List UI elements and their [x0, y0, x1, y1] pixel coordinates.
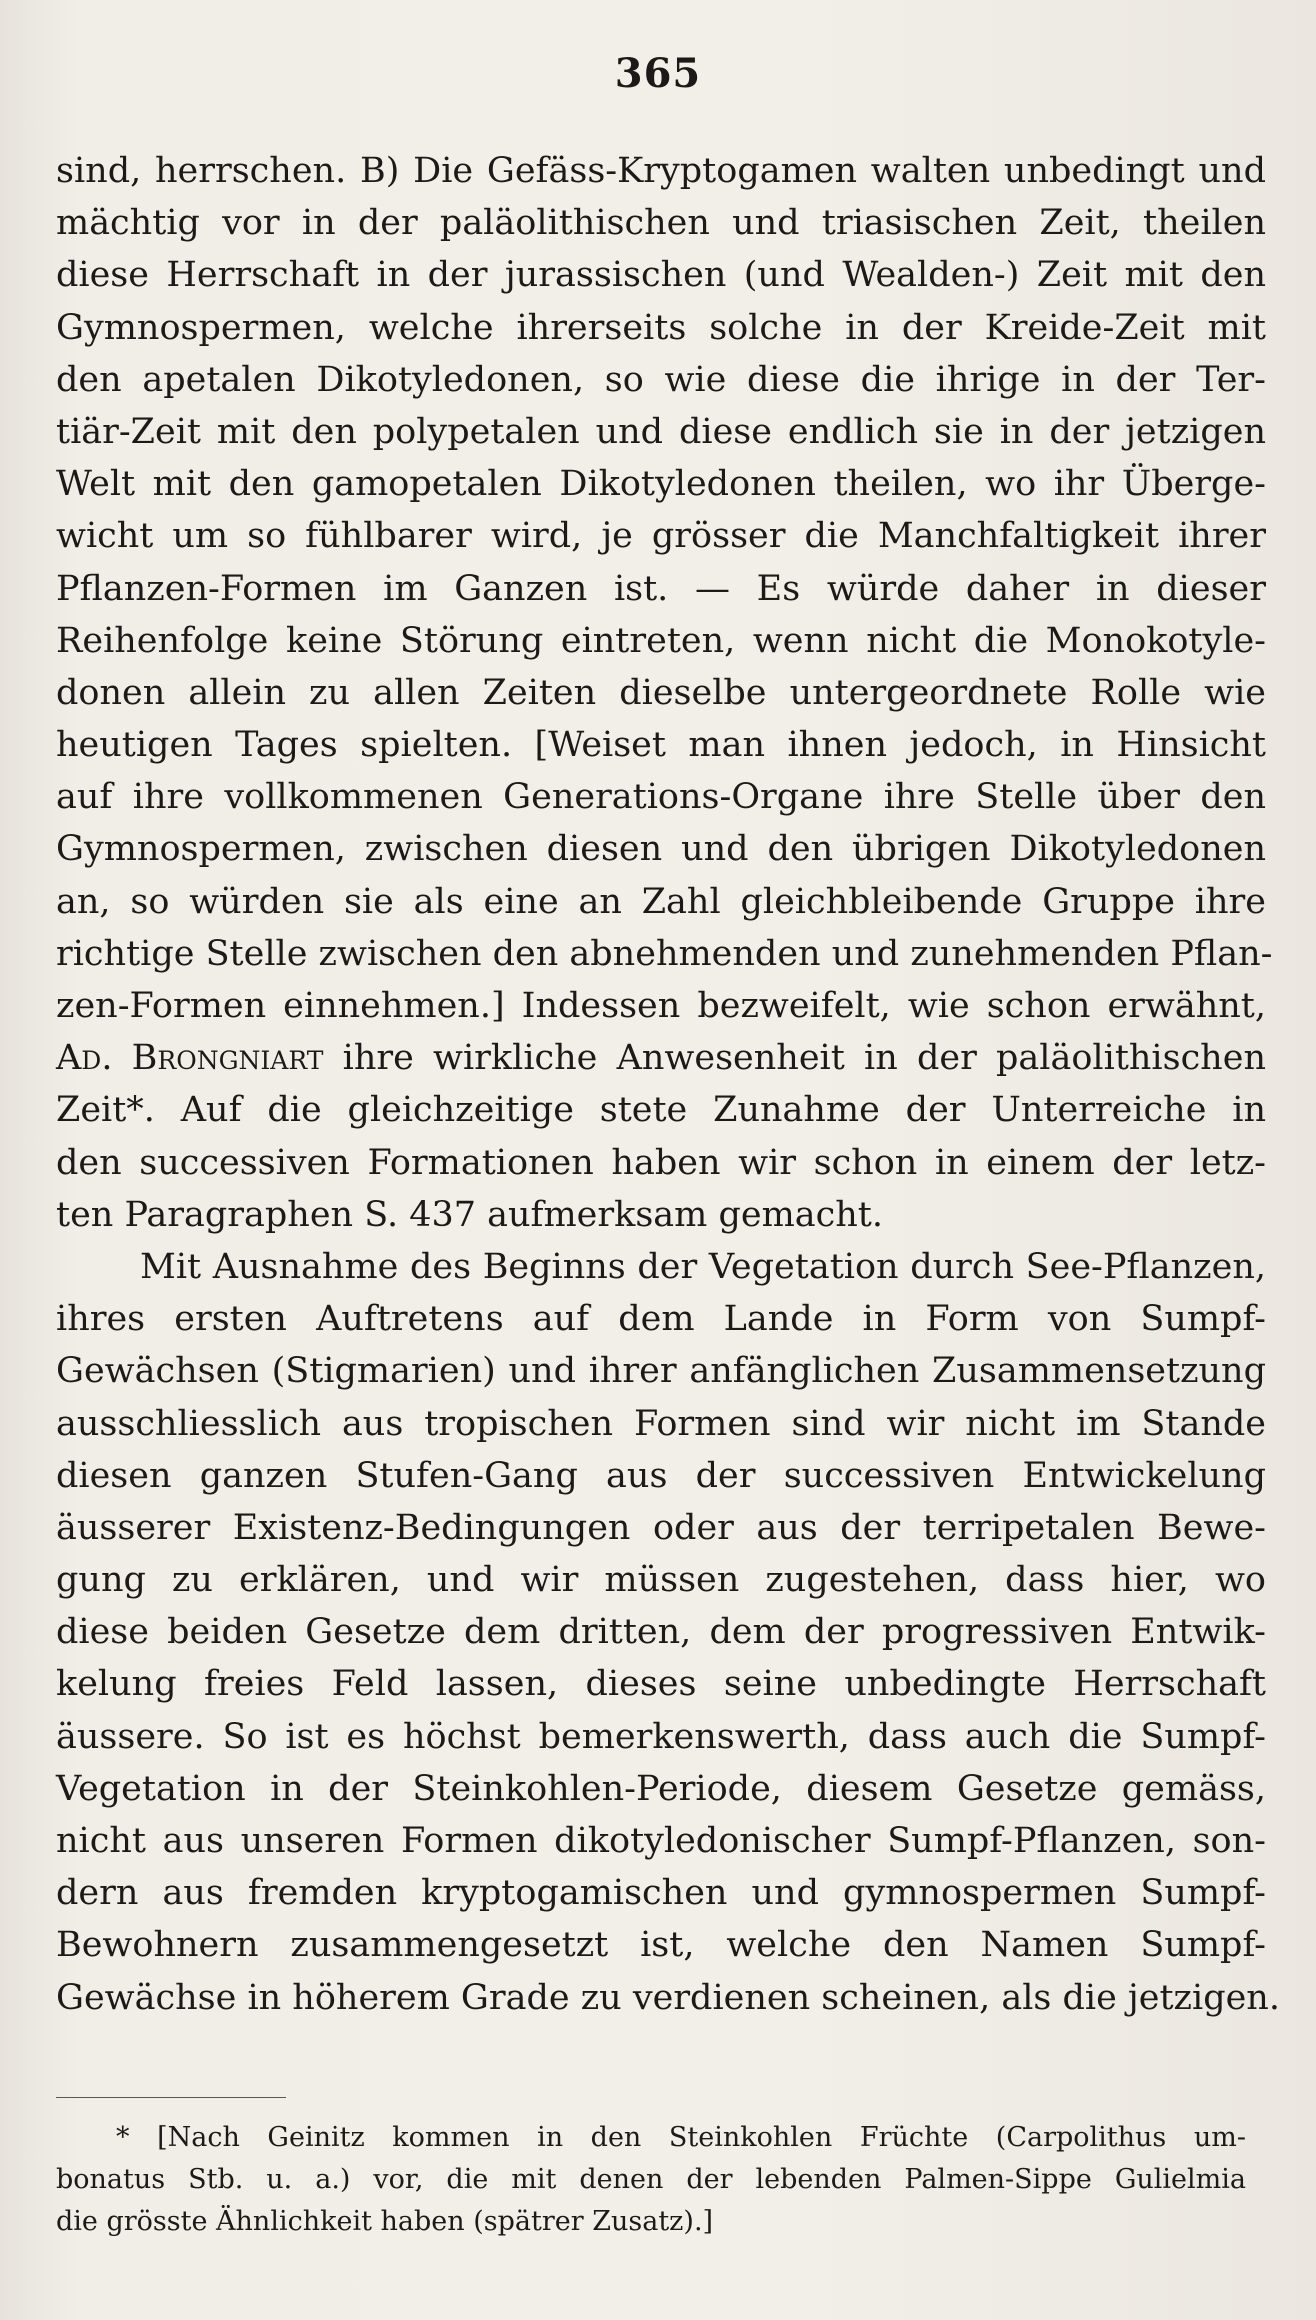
text-line: den successiven Formationen haben wir schon in einem der letz- — [56, 1142, 1266, 1183]
text-line: Reihenfolge keine Störung eintreten, wenn nicht die Monokotyle- — [56, 620, 1266, 661]
text-line: Gewächsen (Stigmarien) und ihrer anfänglichen Zusammensetzung — [56, 1351, 1266, 1392]
page-number: 365 — [614, 50, 702, 97]
footnote-divider — [56, 2097, 286, 2098]
text-line-with-author — [56, 1032, 1266, 1084]
footnote — [56, 2117, 1246, 2243]
text-line: an, so würden sie als eine an Zahl gleichbleibende Gruppe ihre — [56, 881, 1266, 922]
text-line: donen allein zu allen Zeiten dieselbe untergeordnete Rolle wie — [56, 672, 1266, 713]
text-line: tiär-Zeit mit den polypetalen und diese endlich sie in der jetzigen — [56, 411, 1266, 452]
text-line: sind, herrschen. B) Die Gefäss-Kryptogamen walten unbedingt und — [56, 151, 1266, 191]
text-line: Welt mit den gamopetalen Dikotyledonen theilen, wo ihr Überge- — [56, 464, 1266, 505]
text-line: auf ihre vollkommenen Generations-Organe ihre Stelle über den — [56, 777, 1266, 818]
text-line: gung zu erklären, und wir müssen zugestehen, dass hier, wo — [56, 1560, 1266, 1601]
text-line: Zeit*. Auf die gleichzeitige stete Zunahme der Unterreiche in — [56, 1090, 1266, 1131]
text-line-rest: ihre wirkliche Anwesenheit in der paläolithischen — [342, 1038, 1266, 1079]
text-line: mächtig vor in der paläolithischen und triasischen Zeit, theilen — [56, 203, 1266, 244]
text-line: Gymnospermen, welche ihrerseits solche in der Kreide-Zeit mit — [56, 307, 1266, 348]
text-line: ausschliesslich aus tropischen Formen sind wir nicht im Stande — [56, 1403, 1266, 1444]
footnote-line: bonatus Stb. u. a.) vor, die mit denen der lebenden Palmen-Sippe Gulielmia — [56, 2164, 1246, 2195]
author-name: Ad. Brongniart — [56, 1038, 324, 1079]
text-line: heutigen Tages spielten. [Weiset man ihnen jedoch, in Hinsicht — [56, 725, 1266, 766]
text-line: richtige Stelle zwischen den abnehmenden und zunehmenden Pflan- — [56, 933, 1273, 974]
footnote-line: * [Nach Geinitz kommen in den Steinkohlen Früchte (Carpolithus um- — [116, 2122, 1246, 2153]
text-line: Pflanzen-Formen im Ganzen ist. — Es würde daher in dieser — [56, 568, 1266, 609]
text-line: zen-Formen einnehmen.] Indessen bezweifelt, wie schon erwähnt, — [56, 986, 1266, 1026]
text-line: diese Herrschaft in der jurassischen (und Wealden-) Zeit mit den — [56, 255, 1266, 296]
text-line: diese beiden Gesetze dem dritten, dem der progressiven Entwik- — [56, 1612, 1266, 1653]
text-line: wicht um so fühlbarer wird, je grösser die Manchfaltigkeit ihrer — [56, 516, 1266, 557]
text-line: dern aus fremden kryptogamischen und gymnospermen Sumpf- — [56, 1873, 1266, 1914]
text-line: kelung freies Feld lassen, dieses seine unbedingte Herrschaft — [56, 1664, 1266, 1705]
text-line: diesen ganzen Stufen-Gang aus der successiven Entwickelung — [56, 1455, 1266, 1496]
text-line: Vegetation in der Steinkohlen-Periode, diesem Gesetze gemäss, — [56, 1768, 1266, 1809]
text-line: den apetalen Dikotyledonen, so wie diese die ihrige in der Ter- — [56, 359, 1266, 400]
text-line: ihres ersten Auftretens auf dem Lande in Form von Sumpf- — [56, 1299, 1266, 1340]
body-text — [56, 145, 1280, 2024]
paragraph-start-line: Mit Ausnahme des Beginns der Vegetation durch See-Pflanzen, — [140, 1246, 1266, 1287]
footnote-line: die grösste Ähnlichkeit haben (spätrer Zusatz).] — [56, 2206, 714, 2237]
text-line: Gewächse in höherem Grade zu verdienen scheinen, als die jetzigen. — [56, 1977, 1280, 2018]
text-line: Gymnospermen, zwischen diesen und den übrigen Dikotyledonen — [56, 829, 1266, 870]
text-line: äusserer Existenz-Bedingungen oder aus der terripetalen Bewe- — [56, 1507, 1266, 1548]
text-line: nicht aus unseren Formen dikotyledonischer Sumpf-Pflanzen, son- — [56, 1821, 1266, 1861]
text-line: äussere. So ist es höchst bemerkenswerth, dass auch die Sumpf- — [56, 1716, 1266, 1757]
text-line: ten Paragraphen S. 437 aufmerksam gemacht. — [56, 1194, 883, 1235]
text-line: Bewohnern zusammengesetzt ist, welche den Namen Sumpf- — [56, 1925, 1266, 1966]
